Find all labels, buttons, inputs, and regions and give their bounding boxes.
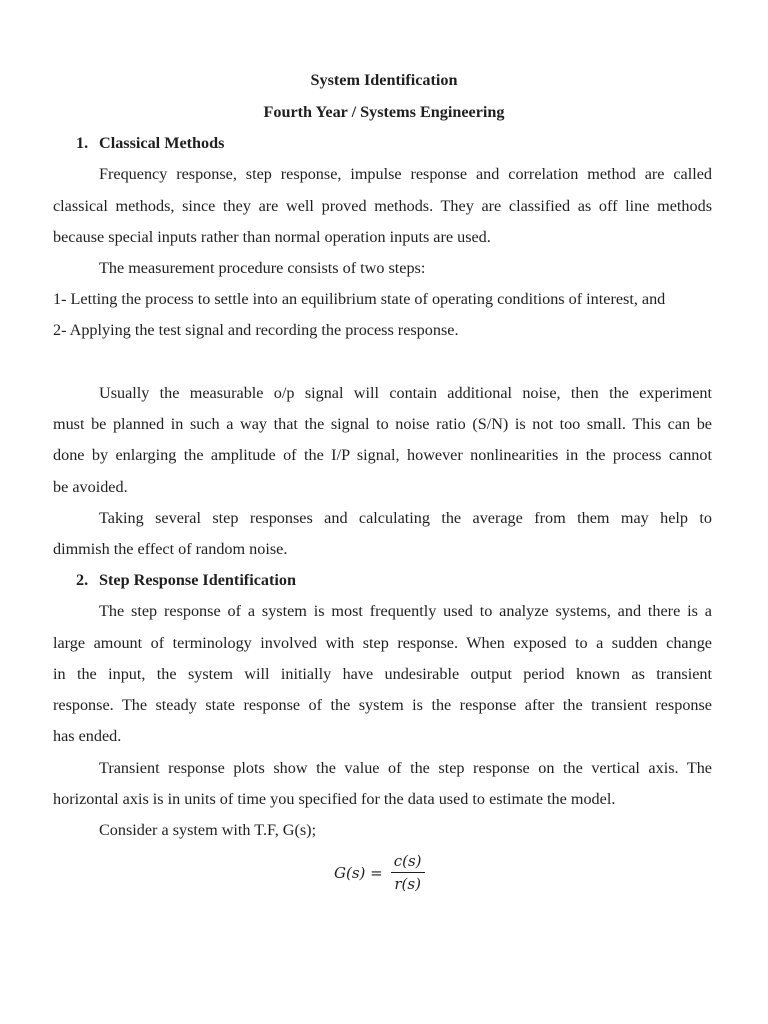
text-line: Frequency response, step response, impulse response and correlation method are called xyxy=(99,165,712,183)
text-line: has ended. xyxy=(53,727,122,745)
section-title: Classical Methods xyxy=(99,134,225,152)
equation-denominator: r(s) xyxy=(394,875,421,893)
equation-fraction xyxy=(391,852,425,893)
section-number: 2. xyxy=(76,571,89,589)
text-line: The step response of a system is most frequently used to analyze systems, and there is a xyxy=(99,602,712,620)
paragraph-measurement-procedure: The measurement procedure consists of two steps: xyxy=(99,259,426,277)
procedure-step-2: 2- Applying the test signal and recording the process response. xyxy=(53,321,459,339)
procedure-step-1: 1- Letting the process to settle into an equilibrium state of operating conditions of interest, and xyxy=(53,290,666,308)
document-title: System Identification xyxy=(310,71,458,89)
section-title: Step Response Identification xyxy=(99,571,296,589)
text-line: dimmish the effect of random noise. xyxy=(53,540,288,558)
text-line: Taking several step responses and calculating the average from them may help to xyxy=(99,509,712,527)
text-line: because special inputs rather than normal operation inputs are used. xyxy=(53,228,491,246)
section-number: 1. xyxy=(76,134,89,152)
text-line: done by enlarging the amplitude of the I/P signal, however nonlinearities in the process cannot xyxy=(53,446,712,464)
document-subtitle: Fourth Year / Systems Engineering xyxy=(263,103,505,121)
equation-numerator: c(s) xyxy=(393,852,422,870)
text-line: Transient response plots show the value of the step response on the vertical axis. The xyxy=(99,759,712,777)
text-line: must be planned in such a way that the signal to noise ratio (S/N) is not too small. This can be xyxy=(53,415,712,433)
text-line: Usually the measurable o/p signal will contain additional noise, then the experiment xyxy=(99,384,712,402)
text-line: classical methods, since they are well proved methods. They are classified as off line methods xyxy=(53,197,712,215)
text-line: large amount of terminology involved with step response. When exposed to a sudden change xyxy=(53,634,712,652)
equation-lhs: G(s) = xyxy=(334,863,383,882)
text-line: be avoided. xyxy=(53,478,128,496)
text-line: horizontal axis is in units of time you specified for the data used to estimate the model. xyxy=(53,790,616,808)
text-line: in the input, the system will initially have undesirable output period known as transient xyxy=(53,665,712,683)
paragraph-consider-system: Consider a system with T.F, G(s); xyxy=(99,821,317,839)
transfer-function-equation xyxy=(334,852,425,893)
text-line: response. The steady state response of the system is the response after the transient response xyxy=(53,696,712,714)
